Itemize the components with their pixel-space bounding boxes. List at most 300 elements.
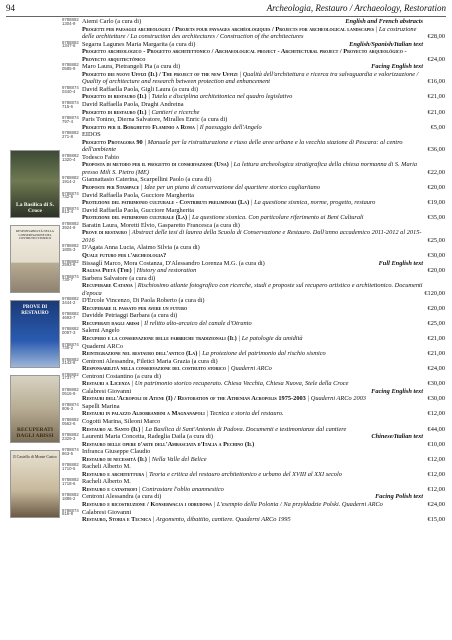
entry-description: | Idee per un piano di conservazione del quartiere storico cagliaritano xyxy=(139,184,321,192)
entry-authors: Paris Tonino, Dierna Salvatore, Miralles Enric (a cura di) xyxy=(82,116,228,124)
entry-price: €12,00 xyxy=(427,470,445,478)
entry-author-line xyxy=(82,154,423,162)
entry-author-line xyxy=(82,327,423,335)
catalog-entry xyxy=(62,433,445,448)
entry-authors: Maro Laura, Pietrangeli Pia (a cura di) xyxy=(82,63,181,71)
entry-title-line xyxy=(82,229,423,244)
isbn-line: 1805-3 xyxy=(62,247,76,253)
entry-authors: Racheli Alberto M. xyxy=(82,478,131,486)
cover-top-text: Il Castello di Monte Castro xyxy=(13,454,57,459)
entry-title: Proposte per Stampace xyxy=(82,184,140,192)
isbn-line: 1914-2 xyxy=(62,179,76,185)
catalog-entry xyxy=(62,275,445,298)
catalog-entry xyxy=(62,116,445,131)
entry-price: €24,00 xyxy=(427,365,445,373)
entry-title-line xyxy=(82,410,423,418)
entry-description: | Quaderni ARCo xyxy=(225,365,272,373)
isbn-code xyxy=(62,493,79,501)
isbn-line: 9788874 xyxy=(62,447,79,453)
entry-price: €24,00 xyxy=(427,501,445,508)
catalog-entry xyxy=(62,192,445,207)
catalog-entry xyxy=(62,154,445,177)
isbn-line: 813-4 xyxy=(62,209,73,215)
entry-price: €16,00 xyxy=(427,78,445,86)
entry-description: | Tutela e disciplina architettonica nel quadro legislativo xyxy=(146,93,293,101)
entry-authors: Calabresi Giovanni xyxy=(82,387,132,395)
entry-price: €22,00 xyxy=(427,168,445,176)
isbn-line: 1710-5 xyxy=(62,466,76,472)
language-tag: Facing English text xyxy=(371,387,423,395)
entry-description: | Abstract delle tesi di laurea della Scuola di Conservazione e Restauro. Dall'anno accademico 2011-2012 al 2015-2016 xyxy=(82,229,422,244)
entry-description: | La questione sismica, norme, progetto, restauro xyxy=(249,199,376,207)
isbn-line: 863-5 xyxy=(62,450,73,456)
isbn-code xyxy=(62,154,79,162)
entry-description: | La Basilica di Sant'Antonio di Padova. Documenti e testimonianze dal cantiere xyxy=(140,425,347,433)
entry-description: | History and restoration xyxy=(131,267,197,275)
entry-author-line xyxy=(82,176,423,184)
isbn-line: 9788882 xyxy=(62,311,79,317)
entry-title: Quale futuro per l'archeologia? xyxy=(82,251,167,259)
isbn-line: 3924-9 xyxy=(62,224,76,230)
isbn-code xyxy=(62,275,79,283)
isbn-line: 9788882 xyxy=(62,326,79,332)
entry-title-line xyxy=(82,161,423,176)
entry-price: €12,00 xyxy=(427,485,445,493)
entry-author-line xyxy=(82,358,423,366)
entry-price: €20,00 xyxy=(427,184,445,192)
entry-author-line xyxy=(82,192,423,200)
isbn-code xyxy=(62,373,79,381)
entry-author-line xyxy=(82,463,423,471)
entry-price: €30,00 xyxy=(427,395,445,403)
entry-author-line xyxy=(82,433,423,441)
entry-author-line xyxy=(82,493,423,501)
entry-title-line xyxy=(82,305,423,313)
isbn-line: 0340-4 xyxy=(62,88,76,94)
isbn-line: 1737-7 xyxy=(62,375,76,381)
isbn-line: 4693-7 xyxy=(62,315,76,321)
catalog-entry xyxy=(62,86,445,101)
entry-author-line xyxy=(82,418,423,426)
cover-image xyxy=(10,300,60,368)
entry-authors: Bissaglì Marco, Mora Costanza, D'Alessandro Lorenza M.G. (a cura di) xyxy=(82,259,265,267)
entry-title: Protezione del patrimonio culturale (La) xyxy=(82,214,188,222)
entry-description: | Il relitto alto-arcaico del canale d'Otranto xyxy=(139,319,252,327)
isbn-code xyxy=(62,388,79,396)
isbn-line: 1304-9 xyxy=(62,20,76,26)
entry-title-line xyxy=(82,365,423,373)
isbn-line: 2142-8 xyxy=(62,360,76,366)
isbn-line: 732-5 xyxy=(62,194,73,200)
isbn-line: 1886-2 xyxy=(62,496,76,502)
entry-description: | Argomento, dibattito, cantiere. Quaderni ARCo 1995 xyxy=(151,516,291,524)
entry-title-line xyxy=(82,501,423,509)
entry-title: Responsabilità nella conservazione del costruito storico xyxy=(82,365,226,373)
entry-authors: Cogotti Marina, Sileoni Marco xyxy=(82,417,161,425)
entry-authors: David Raffaella Paola, Gigli Laura (a cura di) xyxy=(82,85,199,93)
language-tag: Facing Polish text xyxy=(375,493,423,501)
entry-description: | Tecnica e storia del restauro. xyxy=(204,410,284,418)
entry-authors: Centroni Alessandra, Filetici Maria Grazia (a cura di) xyxy=(82,357,218,365)
entry-title: Progetto di restauro (Il) xyxy=(82,108,147,116)
page-header xyxy=(6,3,446,17)
entry-title: Restauro e ricostruzione / Konserwacja i odbudowa xyxy=(82,501,212,508)
isbn-line: 9788874 xyxy=(62,341,79,347)
entry-author-line xyxy=(82,388,423,396)
entry-authors: Sapelli Marina xyxy=(82,402,120,410)
catalog-entry xyxy=(62,222,445,245)
isbn-code xyxy=(62,222,79,230)
cover-top-text: PROVE DI RESTAURO xyxy=(21,305,49,316)
isbn-line: 2593-8 xyxy=(62,262,76,268)
entry-title: Restauro al Santo (Il) xyxy=(82,425,141,433)
isbn-line: 0097-3 xyxy=(62,330,76,336)
catalog-entry xyxy=(62,207,445,222)
entry-title-line xyxy=(82,320,423,328)
entry-description: | Quaderni ARCo 2003 xyxy=(305,395,366,403)
cover-title: La Basilica di S. Croce xyxy=(16,202,54,214)
isbn-line: 9788882 xyxy=(62,462,79,468)
entry-authors: David Raffaella Paola, Draghi Andreina xyxy=(82,101,184,109)
entry-authors: Giannattasio Caterina, Scarpellini Paolo (a cura di) xyxy=(82,176,212,184)
entry-authors: Davidde Petriaggi Barbara (a cura di) xyxy=(82,312,178,320)
entry-title: Progetto dei nuovi Uffizi (Il) / The project of the new Uffizi xyxy=(82,70,238,78)
language-tag: English and French abstracts xyxy=(345,18,423,25)
entry-description: | Qualità dell'architettura e ricerca tra salvaguardia e valorizzazione / Quality of architecture and research between protection and enhancement xyxy=(82,70,419,86)
entry-price: €44,00 xyxy=(427,425,445,433)
entry-title-line xyxy=(82,267,423,275)
entry-description: | Rischiosimo atlante fotografico con ricerche, studi e proposte sul recupero artistico e architettonico. Documenti d'epoca xyxy=(82,282,423,297)
entry-price: €28,00 xyxy=(427,33,445,41)
catalog-entry xyxy=(62,176,445,191)
isbn-line: 0562-6 xyxy=(62,420,76,426)
entry-title-line xyxy=(82,199,423,207)
isbn-line: 9788882 xyxy=(62,220,79,226)
isbn-code xyxy=(62,192,79,200)
catalog-entry xyxy=(62,297,445,312)
isbn-code xyxy=(62,41,79,49)
isbn-line: 0585-9 xyxy=(62,66,76,72)
entry-description: | Il paesaggio dell'Angelo xyxy=(194,123,262,131)
entry-title: Restauri a Licenza xyxy=(82,380,130,388)
book-covers xyxy=(10,150,60,525)
entry-title-line xyxy=(82,380,423,388)
entry-author-line xyxy=(82,41,423,49)
isbn-code xyxy=(62,358,79,366)
isbn-line: 9788882 xyxy=(62,492,79,498)
entry-author-line xyxy=(82,509,423,517)
catalog-entry xyxy=(62,244,445,259)
isbn-code xyxy=(62,18,79,26)
entry-title: Progetto Protagora 90 xyxy=(82,138,143,146)
isbn-line: 9788874 xyxy=(62,115,79,121)
entry-description: | Le patologie da umidità xyxy=(236,334,303,342)
language-tag: Full English text xyxy=(378,259,423,267)
isbn-line: 806-3 xyxy=(62,405,73,411)
entry-author-line xyxy=(82,297,423,305)
isbn-line: 9788882 xyxy=(62,152,79,158)
entry-title: Reintegrazione nel restauro dell'antico (La) xyxy=(82,350,198,358)
catalog-entry xyxy=(62,18,445,41)
isbn-line: 797-4 xyxy=(62,118,73,124)
entry-description: | Teoria e critica del restauro architettonico e urbano del XVIII al XXI secolo xyxy=(144,470,342,478)
entry-description: | Nella Valle del Belice xyxy=(146,455,207,463)
catalog-entry xyxy=(62,478,445,493)
isbn-code xyxy=(62,343,79,351)
isbn-code xyxy=(62,509,79,517)
entry-author-line xyxy=(82,275,423,283)
entry-title-line xyxy=(82,456,423,464)
entry-title: Progetto archeologico - Progetto architettonico / Archaeological project - Architectural project / Proyecto arqueológico - Proyecto arquitectónico xyxy=(82,48,407,63)
entry-authors: D'Ercole Vincenzo, Di Paola Roberto (a cura di) xyxy=(82,297,205,305)
entry-title-line xyxy=(82,471,423,479)
isbn-line: 9788882 xyxy=(62,17,79,22)
entry-author-line xyxy=(82,373,423,381)
entry-authors: Centroni Costantino (a cura di) xyxy=(82,372,161,380)
entry-price: €30,00 xyxy=(427,251,445,259)
entry-title-line xyxy=(82,486,423,494)
entry-price: €24,00 xyxy=(427,55,445,63)
isbn-code xyxy=(62,478,79,486)
entry-authors: Todesco Fabio xyxy=(82,153,120,161)
entry-title: Restauro e catastrofi xyxy=(82,485,138,493)
entry-author-line xyxy=(82,18,423,26)
entry-title-line xyxy=(82,282,423,297)
entry-title-line xyxy=(82,93,423,101)
catalog-entry xyxy=(62,373,445,388)
entry-title: Restauro e architettura xyxy=(82,470,145,478)
entry-description: | Contrastare l'oblio anamnestico xyxy=(137,485,224,493)
entry-price: €120,00 xyxy=(424,289,445,297)
entry-title: Recuperare il passato per avere un futuro xyxy=(82,304,188,312)
language-tag: English/Spanish/Italian text xyxy=(349,40,423,48)
entry-price: €15,00 xyxy=(427,516,445,524)
entry-author-line xyxy=(82,448,423,456)
entry-authors: Barbera Salvatore (a cura di) xyxy=(82,274,156,282)
entry-description: | Un patrimonio storico recuperato. Chiesa Vecchia, Chiesa Nuova, Stele della Croce xyxy=(129,380,349,388)
entry-price: €35,00 xyxy=(427,214,445,222)
entry-author-line xyxy=(82,207,423,215)
entry-description: | Manuale per la ristrutturazione e riuso delle aree urbane e la vecchia stazione di Pescara: al centro dell'ambiente xyxy=(82,138,403,154)
entry-description: | L'esempio della Polonia / Na przykładzie Polski. Quaderni ARCo xyxy=(211,501,383,508)
entry-title: Protezione del patrimonio culturale - Contributi preliminari (La) xyxy=(82,199,250,207)
entry-price: €10,00 xyxy=(427,440,445,448)
entry-price: €25,00 xyxy=(427,319,445,327)
entry-author-line xyxy=(82,260,423,268)
isbn-line: 9788882 xyxy=(62,62,79,68)
entry-authors: Salemi Angelo xyxy=(82,327,120,335)
isbn-code xyxy=(62,131,79,139)
entry-description: | Cantieri e ricerche xyxy=(146,108,200,116)
entry-title-line xyxy=(82,184,423,192)
entry-title-line xyxy=(82,441,423,449)
entry-price: €20,00 xyxy=(427,304,445,312)
language-tag: Facing English text xyxy=(371,63,423,71)
isbn-code xyxy=(62,403,79,411)
catalog-entry xyxy=(62,493,445,508)
entry-price: €36,00 xyxy=(427,146,445,154)
entry-title: Restauri in palazzo Aldobrandini a Magnanapoli xyxy=(82,410,205,418)
isbn-line: 9788874 xyxy=(62,205,79,211)
entry-authors: David Raffaella Paola, Gucciore Margherita xyxy=(82,206,194,214)
entry-author-line xyxy=(82,63,423,71)
entry-price: €21,00 xyxy=(427,93,445,101)
isbn-code xyxy=(62,244,79,252)
entry-title: Restauro delle opere d'arte dell'Ambasciata d'Italia a Pechino (Il) xyxy=(82,440,255,448)
cover-title: RECUPERATI DAGLI ABISSI xyxy=(16,427,54,439)
entry-price: €30,00 xyxy=(427,380,445,388)
isbn-code xyxy=(62,101,79,109)
entry-price: €12,00 xyxy=(427,410,445,418)
isbn-code xyxy=(62,116,79,124)
isbn-line: 9788882 xyxy=(62,356,79,362)
entry-title: Proposta di metodo per il progetto di conservazione (Una) xyxy=(82,161,229,169)
entry-author-line xyxy=(82,244,423,252)
entry-title: Restauro di necessità (Il) xyxy=(82,455,147,463)
isbn-line: 0516-9 xyxy=(62,390,76,396)
entry-title: Restauri dell'Acropoli di Atene (I) / Restoration of the Athenian Acropolis 1975-2003 xyxy=(82,395,306,403)
entry-authors: D'Agata Anna Lucia, Alaimo Silvia (a cura di) xyxy=(82,244,200,252)
entry-description: | La questione sismica. Con particolare riferimento ai Beni Culturali xyxy=(187,214,364,222)
entry-authors: Laurenti Maria Concetta, Radeglia Daila (a cura di) xyxy=(82,433,214,441)
entry-title: Progetti per paesaggi archeologici / Projets pour paysages archéologiques / Projects for archeological landscapes xyxy=(82,25,374,33)
isbn-line: 2329-3 xyxy=(62,435,76,441)
entry-title-line xyxy=(82,139,423,154)
entry-price: €19,00 xyxy=(427,199,445,207)
entry-authors: Centroni Alessandra (a cura di) xyxy=(82,493,162,501)
isbn-line: 9788874 xyxy=(62,84,79,90)
entry-title-line xyxy=(82,335,423,343)
isbn-line: 1718-6 xyxy=(62,481,76,487)
catalog-entry xyxy=(62,312,445,327)
isbn-code xyxy=(62,176,79,184)
isbn-code xyxy=(62,418,79,426)
entry-title-line xyxy=(82,124,423,132)
isbn-line: 9788882 xyxy=(62,296,79,302)
isbn-code xyxy=(62,207,79,215)
entry-title: Progetto di restauro (Il) xyxy=(82,93,147,101)
entry-author-line xyxy=(82,478,423,486)
entry-price: €21,00 xyxy=(427,334,445,342)
catalog-entry xyxy=(62,388,445,403)
isbn-code xyxy=(62,312,79,320)
isbn-line: 9788874 xyxy=(62,401,79,407)
entry-authors: Segarra Lagunes Maria Margarita (a cura di) xyxy=(82,40,196,48)
catalog-entry xyxy=(62,448,445,463)
entry-title: Progetto per il Borghetto Flaminio a Roma xyxy=(82,123,195,131)
entry-description: | La lettura archeologica stratigrafica della chiesa normanna di S. Maria presso Mili S. Pietro (ME) xyxy=(82,161,418,176)
entry-authors: David Raffaella Paola, Gucciore Margherita xyxy=(82,191,194,199)
entry-title-line xyxy=(82,48,423,63)
catalog-entry xyxy=(62,327,445,342)
entry-title-line xyxy=(82,516,423,524)
entry-author-line xyxy=(82,403,423,411)
entry-title-line xyxy=(82,350,423,358)
isbn-line: 9788882 xyxy=(62,39,79,45)
entry-price: €21,00 xyxy=(427,108,445,116)
entry-title: Ragusa Pietà (The) xyxy=(82,267,132,275)
isbn-line: 715-6 xyxy=(62,103,73,109)
isbn-line: 9788882 xyxy=(62,243,79,249)
entry-author-line xyxy=(82,343,423,351)
catalog-entry xyxy=(62,463,445,478)
entry-price: €21,00 xyxy=(427,350,445,358)
isbn-line: 9788882 xyxy=(62,477,79,483)
catalog-list xyxy=(62,18,445,524)
isbn-line: 9788882 xyxy=(62,258,79,264)
entry-title-line xyxy=(82,109,423,117)
entry-title: Recuperare Catania xyxy=(82,282,133,290)
isbn-line: 1347-6 xyxy=(62,43,76,49)
entry-title: Recuperati dagli abissi xyxy=(82,319,140,327)
isbn-line: 9788882 xyxy=(62,416,79,422)
entry-author-line xyxy=(82,116,423,124)
catalog-entry xyxy=(62,509,445,524)
entry-title: Prove di restauro xyxy=(82,229,127,237)
cover-image xyxy=(10,150,60,218)
catalog-entry xyxy=(62,41,445,64)
entry-author-line xyxy=(82,222,423,230)
isbn-code xyxy=(62,448,79,456)
entry-description: | La protezione del patrimonio dal rischio sismico xyxy=(197,350,326,358)
isbn-line: 9788874 xyxy=(62,100,79,106)
isbn-line: 9788882 xyxy=(62,371,79,377)
isbn-line: 9788874 xyxy=(62,507,79,513)
catalog-entry xyxy=(62,403,445,418)
isbn-line: 9788882 xyxy=(62,386,79,392)
entry-author-line xyxy=(82,131,423,139)
entry-title-line xyxy=(82,395,423,403)
isbn-code xyxy=(62,297,79,305)
entry-authors: Aiemi Carlo (a cura di) xyxy=(82,18,142,25)
entry-price: €25,00 xyxy=(427,236,445,244)
catalog-entry xyxy=(62,131,445,154)
entry-description: | La costruzione delle architetture / La construction des architectures / Construction of the architectures xyxy=(82,25,417,41)
running-title: Archeologia, Restauro / Archaeology, Restoration xyxy=(266,3,446,13)
cover-image xyxy=(10,225,60,293)
entry-title: Restauro, Storia e Tecnica xyxy=(82,516,152,524)
entry-author-line xyxy=(82,86,423,94)
isbn-code xyxy=(62,63,79,71)
catalog-entry xyxy=(62,101,445,116)
isbn-line: 616-8 xyxy=(62,511,73,517)
isbn-line: 9788882 xyxy=(62,432,79,438)
entry-title: Recupero e la conservazione delle fabbriche tradizionali (Il) xyxy=(82,334,237,342)
entry-authors: Baratin Laura, Moretti Elvio, Gasparetto Francesca (a cura di) xyxy=(82,221,240,229)
isbn-code xyxy=(62,463,79,471)
entry-price: €20,00 xyxy=(427,267,445,275)
isbn-line: 3444-2 xyxy=(62,299,76,305)
entry-price: €12,00 xyxy=(427,455,445,463)
entry-author-line xyxy=(82,312,423,320)
catalog-entry xyxy=(62,358,445,373)
cover-image xyxy=(10,450,60,518)
entry-title-line xyxy=(82,214,423,222)
entry-authors: Quaderni ARCo xyxy=(82,342,124,350)
isbn-code xyxy=(62,86,79,94)
entry-author-line xyxy=(82,101,423,109)
entry-authors: Calabresi Giovanni xyxy=(82,508,132,516)
isbn-line: 9788882 xyxy=(62,130,79,136)
isbn-line: 1320-4 xyxy=(62,156,76,162)
cover-top-text: RESPONSABILITÀ NELLA CONSERVAZIONE DEL COSTRUITO STORICO xyxy=(16,229,54,241)
isbn-line: 271-8 xyxy=(62,133,73,139)
entry-price: €5,00 xyxy=(430,123,445,131)
isbn-line: 9788874 xyxy=(62,190,79,196)
isbn-code xyxy=(62,433,79,441)
isbn-code xyxy=(62,260,79,268)
entry-authors: Infranca Giuseppe Claudio xyxy=(82,448,151,456)
